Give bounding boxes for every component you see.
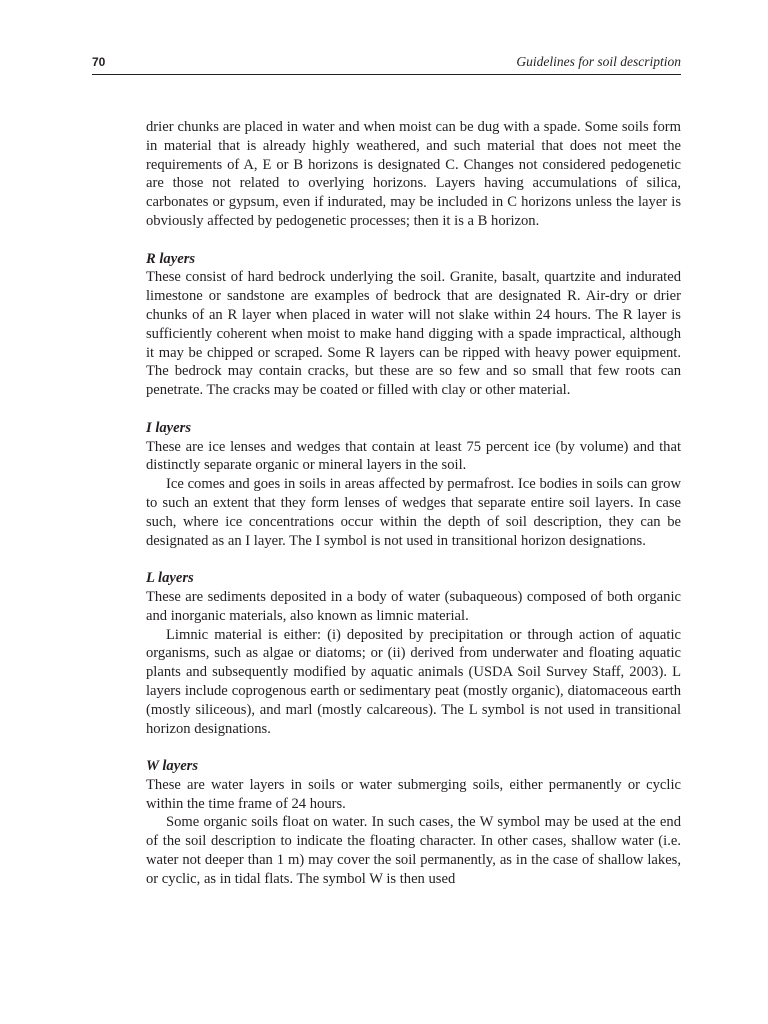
section-i-layers <box>146 419 681 551</box>
paragraph: Some organic soils float on water. In such cases, the W symbol may be used at the end of the soil description to indicate the floating character. In other cases, shallow water (i.e. water not deeper than 1 m) may cover the soil permanently, as in the case of shallow lakes, or cyclic, as in tidal flats. The symbol W is then used <box>146 814 681 887</box>
page-number: 70 <box>92 55 106 69</box>
running-title: Guidelines for soil description <box>516 54 681 69</box>
section-heading: R layers <box>146 250 196 267</box>
section-heading: I layers <box>146 419 191 436</box>
section-r-layers <box>146 250 681 400</box>
section-heading: L layers <box>146 570 194 587</box>
section-l-layers <box>146 569 681 738</box>
body-text <box>146 118 681 889</box>
section-heading: W layers <box>146 758 199 775</box>
intro-paragraph: drier chunks are placed in water and when moist can be dug with a spade. Some soils form in material that is already highly weathered, and such material that does not meet the requirements of A, E or B horizons is designated C. Changes not considered pedogenetic are those not related to overlying horizons. Layers having accumulations of silica, carbonates or gypsum, even if indurated, may be included in C horizons unless the layer is obviously affected by pedogenetic processes; then it is a B horizon. <box>146 119 681 229</box>
running-header <box>92 54 681 75</box>
section-w-layers <box>146 757 681 889</box>
paragraph: These are sediments deposited in a body of water (subaqueous) composed of both organic and inorganic materials, also known as limnic material. <box>146 588 681 624</box>
paragraph: These are water layers in soils or water submerging soils, either permanently or cyclic within the time frame of 24 hours. <box>146 776 681 812</box>
paragraph: These are ice lenses and wedges that contain at least 75 percent ice (by volume) and that distinctly separate organic or mineral layers in the soil. <box>146 438 681 474</box>
paragraph: Ice comes and goes in soils in areas affected by permafrost. Ice bodies in soils can grow to such an extent that they form lenses of wedges that separate entire soil layers. In case such, where ice concentrations occur within the depth of soil description, they can be designated as an I layer. The I symbol is not used in transitional horizon designations. <box>146 476 681 549</box>
paragraph: These consist of hard bedrock underlying the soil. Granite, basalt, quartzite and indurated limestone or sandstone are examples of bedrock that are designated R. Air-dry or drier chunks of an R layer when placed in water will not slake within 24 hours. The R layer is sufficiently coherent when moist to make hand digging with a spade impractical, although it may be chipped or scraped. Some R layers can be ripped with heavy power equipment. The bedrock may contain cracks, but these are so few and so small that few roots can penetrate. The cracks may be coated or filled with clay or other material. <box>146 269 681 399</box>
paragraph: Limnic material is either: (i) deposited by precipitation or through action of aquatic organisms, such as algae or diatoms; or (ii) derived from underwater and floating aquatic plants and subsequently modified by aquatic animals (USDA Soil Survey Staff, 2003). L layers include coprogenous earth or sedimentary peat (mostly organic), diatomaceous earth (mostly siliceous), and marl (mostly calcareous). The L symbol is not used in transitional horizon designations. <box>146 626 681 737</box>
